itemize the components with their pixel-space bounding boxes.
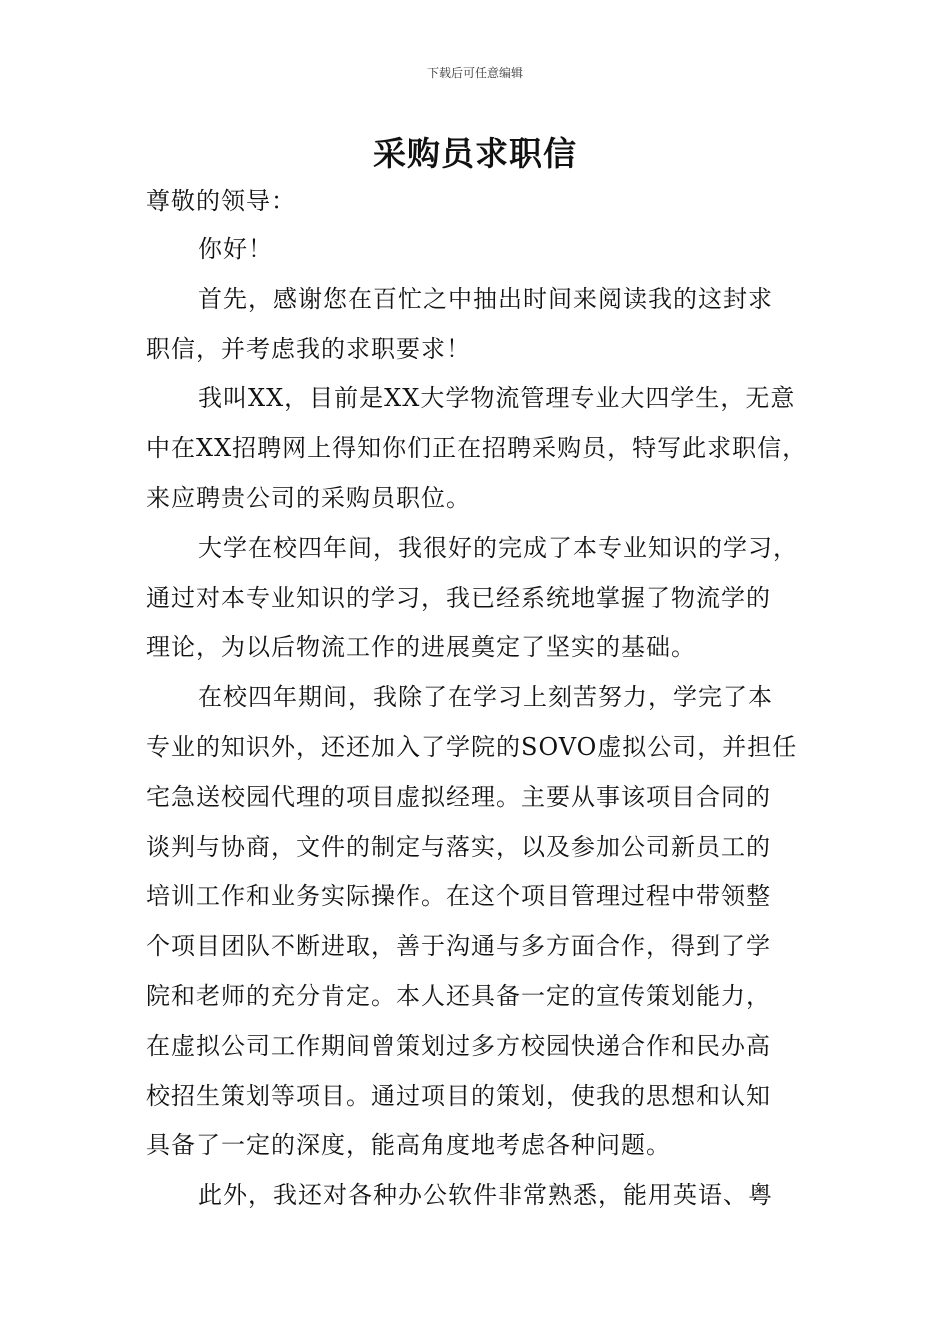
body-line: 我叫XX，目前是XX大学物流管理专业大四学生，无意 [198,384,796,412]
body-line: 大学在校四年间，我很好的完成了本专业知识的学习， [198,534,798,562]
body-line: 在校四年期间，我除了在学习上刻苦努力，学完了本 [198,683,773,711]
body-line: 专业的知识外，还还加入了学院的SOVO虚拟公司，并担任 [146,733,798,761]
body-line: 宅急送校园代理的项目虚拟经理。主要从事该项目合同的 [146,783,771,811]
body-line: 理论，为以后物流工作的进展奠定了坚实的基础。 [146,633,696,661]
salutation: 尊敬的领导： [146,187,296,215]
body-line: 校招生策划等项目。通过项目的策划，使我的思想和认知 [146,1082,771,1110]
body-line: 在虚拟公司工作期间曾策划过多方校园快递合作和民办高 [146,1032,771,1060]
body-line: 来应聘贵公司的采购员职位。 [146,484,471,512]
body-line: 首先，感谢您在百忙之中抽出时间来阅读我的这封求 [198,285,773,313]
document-title: 采购员求职信 [373,134,577,173]
body-line: 职信，并考虑我的求职要求！ [146,335,471,363]
body-line: 个项目团队不断进取，善于沟通与多方面合作，得到了学 [146,932,771,960]
body-line: 培训工作和业务实际操作。在这个项目管理过程中带领整 [146,882,771,910]
body-line: 院和老师的充分肯定。本人还具备一定的宣传策划能力， [146,982,771,1010]
body-line: 具备了一定的深度，能高角度地考虑各种问题。 [146,1131,671,1159]
body-line: 通过对本专业知识的学习，我已经系统地掌握了物流学的 [146,584,771,612]
header-note: 下载后可任意编辑 [426,66,523,80]
body-line: 中在XX招聘网上得知你们正在招聘采购员，特写此求职信， [146,434,808,462]
greeting: 你好！ [198,235,273,263]
body-line: 此外，我还对各种办公软件非常熟悉，能用英语、粤 [198,1181,773,1209]
body-line: 谈判与协商，文件的制定与落实，以及参加公司新员工的 [146,833,771,861]
